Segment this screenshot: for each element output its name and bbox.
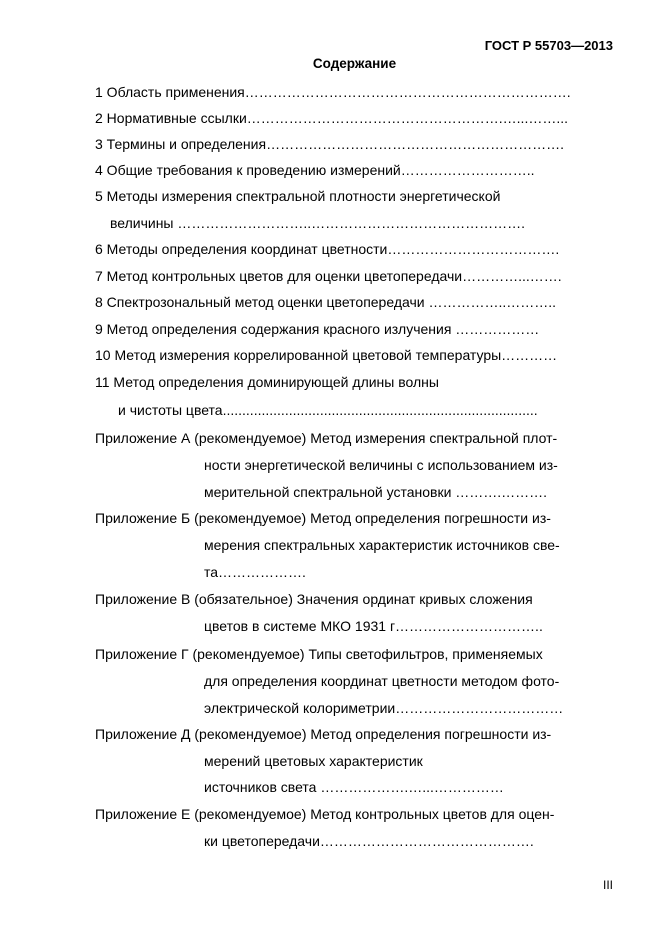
toc-line: 10 Метод измерения коррелированной цветовой температуры………… bbox=[95, 347, 558, 363]
toc-line: 9 Метод определения содержания красного излучения ……………… bbox=[95, 321, 540, 337]
toc-line: Приложение Д (рекомендуемое) Метод определения погрешности из- bbox=[95, 726, 552, 742]
toc-line: и чистоты цвета................................................................................. bbox=[118, 402, 538, 418]
toc-line: та………………. bbox=[204, 564, 306, 580]
toc-line: для определения координат цветности методом фото- bbox=[204, 673, 560, 689]
toc-line: мерений цветовых характеристик bbox=[204, 753, 423, 769]
toc-line: 1 Область применения……………………………………………………………. bbox=[95, 84, 571, 100]
toc-line: мерительной спектральной установки ……….………. bbox=[204, 484, 548, 500]
toc-line: 2 Нормативные ссылки……………………………………………….…...……... bbox=[95, 110, 569, 126]
toc-line: мерения спектральных характеристик источников све- bbox=[204, 537, 560, 553]
toc-line: Приложение А (рекомендуемое) Метод измерения спектральной плот- bbox=[95, 430, 558, 446]
toc-line: источников света ……………….…...…………… bbox=[204, 779, 504, 795]
toc-line: 11 Метод определения доминирующей длины волны bbox=[95, 374, 439, 390]
toc-line: ности энергетической величины с использованием из- bbox=[204, 457, 558, 473]
toc-line: 5 Методы измерения спектральной плотности энергетической bbox=[95, 188, 501, 204]
page-number: III bbox=[602, 878, 613, 892]
toc-line: Приложение Е (рекомендуемое) Метод контрольных цветов для оцен- bbox=[95, 806, 555, 822]
toc-title: Содержание bbox=[312, 56, 397, 71]
toc-line: 3 Термины и определения………………………………………………………. bbox=[95, 136, 564, 152]
toc-line: ки цветопередачи………………………………………. bbox=[204, 833, 534, 849]
toc-line: 8 Спектрозональный метод оценки цветопередачи ……………..……….. bbox=[95, 294, 557, 310]
toc-line: электрической колориметрии……………………………… bbox=[204, 700, 564, 716]
toc-line: Приложение Б (рекомендуемое) Метод определения погрешности из- bbox=[95, 510, 551, 526]
toc-line: Приложение Г (рекомендуемое) Типы светофильтров, применяемых bbox=[95, 646, 543, 662]
toc-line: цветов в системе МКО 1931 г………………………….. bbox=[204, 618, 543, 634]
toc-line: величины ………………………..………………………………………. bbox=[110, 215, 526, 231]
toc-line: 6 Методы определения координат цветности………………………………. bbox=[95, 241, 560, 257]
toc-line: Приложение В (обязательное) Значения ординат кривых сложения bbox=[95, 591, 533, 607]
toc-line: 7 Метод контрольных цветов для оценки цветопередачи…………...……. bbox=[95, 268, 562, 284]
toc-line: 4 Общие требования к проведению измерений……………………….. bbox=[95, 162, 535, 178]
standard-code: ГОСТ Р 55703—2013 bbox=[484, 38, 613, 53]
